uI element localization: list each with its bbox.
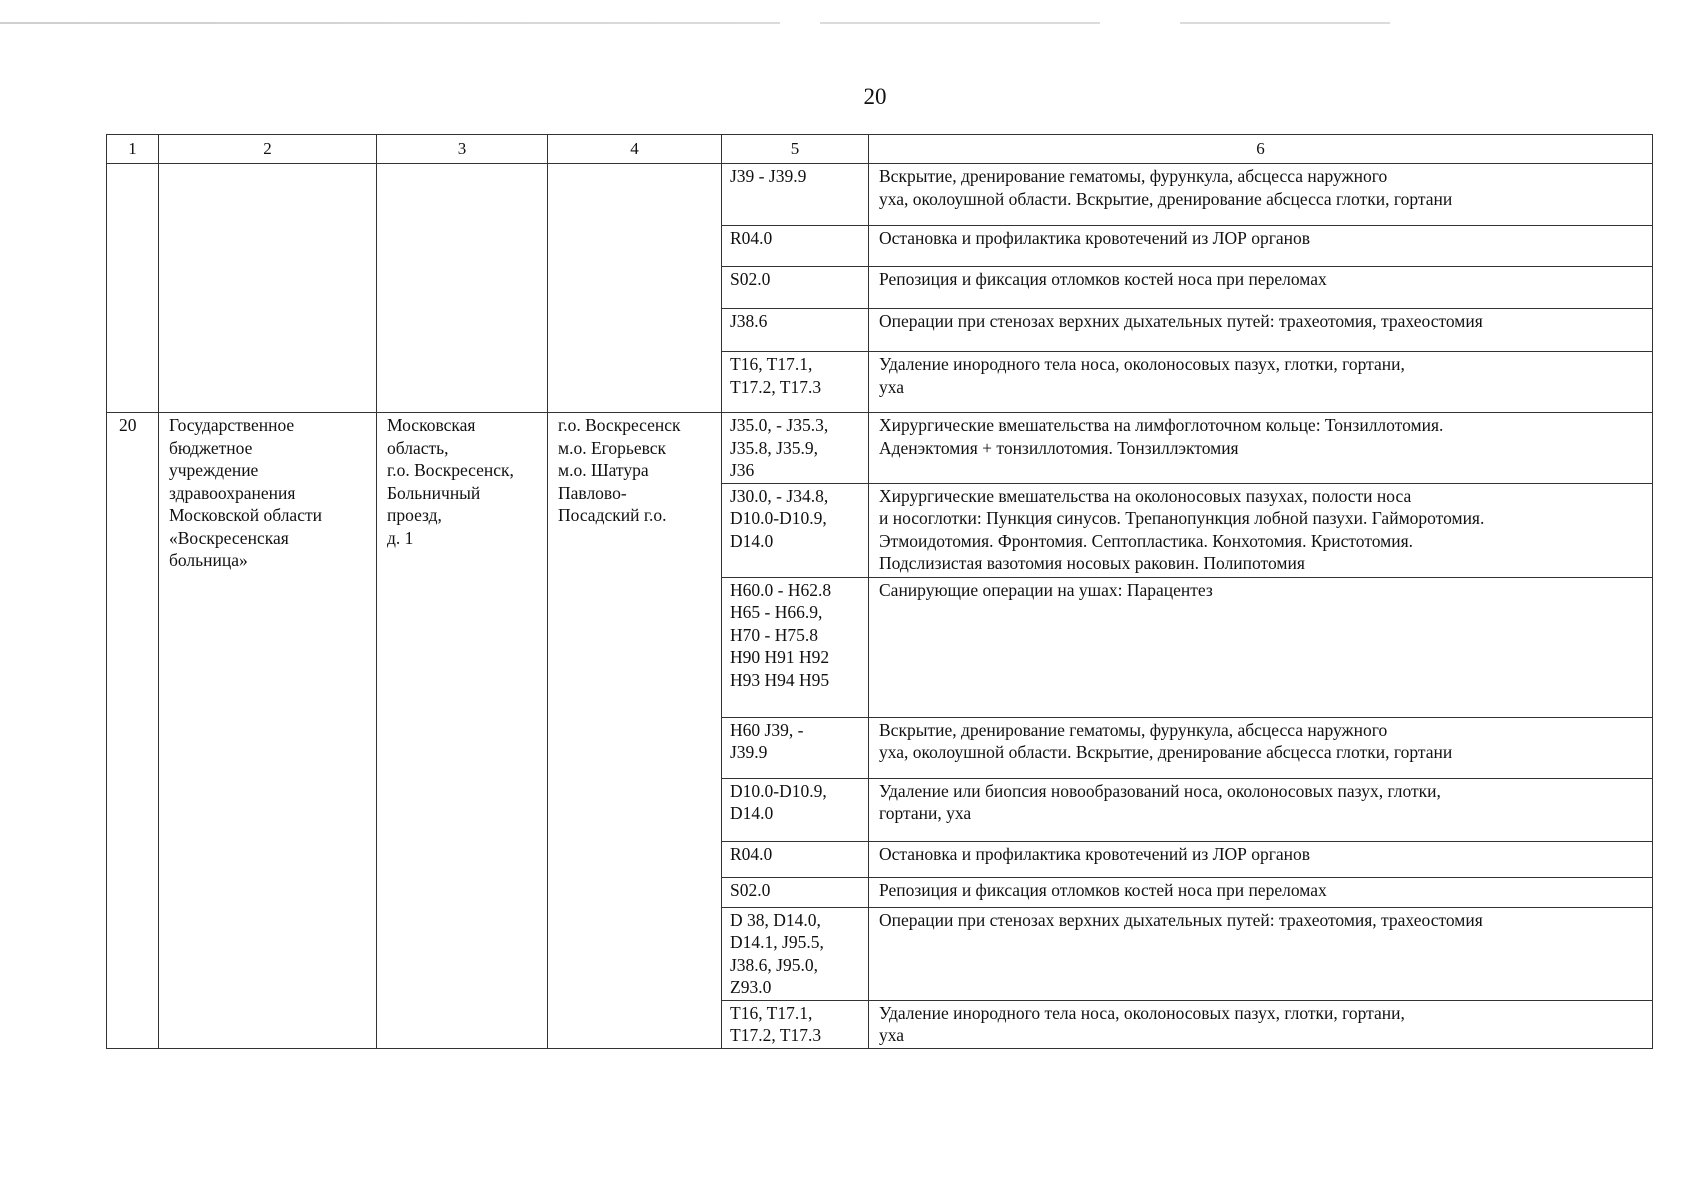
diagnosis-code-cell: J39 - J39.9 — [722, 164, 869, 226]
diagnosis-code-cell: D10.0-D10.9, D14.0 — [722, 778, 869, 841]
empty-organization-cell — [159, 164, 377, 413]
diagnosis-code-cell: S02.0 — [722, 877, 869, 907]
diagnosis-code-cell: H60 J39, - J39.9 — [722, 717, 869, 778]
diagnosis-code-cell: J38.6 — [722, 309, 869, 352]
procedure-description-cell: Репозиция и фиксация отломков костей носа при переломах — [869, 877, 1653, 907]
diagnosis-code-cell: T16, T17.1, T17.2, T17.3 — [722, 1000, 869, 1048]
empty-number-cell — [107, 164, 159, 413]
procedure-description-cell: Вскрытие, дренирование гематомы, фурункула, абсцесса наружного уха, околоушной области. Вскрытие, дренирование абсцесса глотки, гортани — [869, 717, 1653, 778]
diagnosis-code-cell: S02.0 — [722, 267, 869, 309]
header-cell-6: 6 — [869, 135, 1653, 164]
procedure-description-cell: Удаление или биопсия новообразований носа, околоносовых пазух, глотки, гортани, уха — [869, 778, 1653, 841]
procedure-description-cell: Операции при стенозах верхних дыхательных путей: трахеотомия, трахеостомия — [869, 309, 1653, 352]
header-cell-5: 5 — [722, 135, 869, 164]
procedure-description-cell: Остановка и профилактика кровотечений из ЛОР органов — [869, 226, 1653, 267]
page-number: 20 — [863, 84, 887, 109]
empty-address-cell — [377, 164, 548, 413]
procedure-description-cell: Санирующие операции на ушах: Парацентез — [869, 577, 1653, 717]
procedure-description-cell: Операции при стенозах верхних дыхательных путей: трахеотомия, трахеостомия — [869, 907, 1653, 1000]
diagnosis-code-cell: J30.0, - J34.8, D10.0-D10.9, D14.0 — [722, 483, 869, 577]
procedure-description-cell: Хирургические вмешательства на лимфоглоточном кольце: Тонзиллотомия. Аденэктомия + тонзиллотомия. Тонзиллэктомия — [869, 413, 1653, 484]
header-row — [107, 135, 1653, 164]
header-cell-3: 3 — [377, 135, 548, 164]
diagnosis-code-cell: J35.0, - J35.3, J35.8, J35.9, J36 — [722, 413, 869, 484]
services-table — [106, 134, 1653, 1049]
procedure-description-cell: Репозиция и фиксация отломков костей носа при переломах — [869, 267, 1653, 309]
diagnosis-code-cell: D 38, D14.0, D14.1, J95.5, J38.6, J95.0, Z93.0 — [722, 907, 869, 1000]
procedure-description-cell: Остановка и профилактика кровотечений из ЛОР органов — [869, 841, 1653, 877]
header-cell-1: 1 — [107, 135, 159, 164]
diagnosis-code-cell: R04.0 — [722, 226, 869, 267]
scan-edge-line — [0, 22, 1698, 24]
organization-cell: Государственное бюджетное учреждение здравоохранения Московской области «Воскресенская больница» — [159, 413, 377, 1049]
address-cell: Московская область, г.о. Воскресенск, Больничный проезд, д. 1 — [377, 413, 548, 1049]
procedure-description-cell: Вскрытие, дренирование гематомы, фурункула, абсцесса наружного уха, околоушной области. Вскрытие, дренирование абсцесса глотки, гортани — [869, 164, 1653, 226]
empty-areas-cell — [548, 164, 722, 413]
diagnosis-code-cell: T16, T17.1, T17.2, T17.3 — [722, 352, 869, 413]
table-row — [107, 164, 1653, 226]
table-row — [107, 413, 1653, 484]
header-cell-2: 2 — [159, 135, 377, 164]
diagnosis-code-cell: R04.0 — [722, 841, 869, 877]
entry-number-cell: 20 — [107, 413, 159, 1049]
header-cell-4: 4 — [548, 135, 722, 164]
procedure-description-cell: Удаление инородного тела носа, околоносовых пазух, глотки, гортани, уха — [869, 1000, 1653, 1048]
procedure-description-cell: Хирургические вмешательства на околоносовых пазухах, полости носа и носоглотки: Пункция синусов. Трепанопункция лобной пазухи. Гайморотомия. Этмоидотомия. Фронтомия. Септопластика. Конхотомия. Кристотомия. Подслизистая вазотомия носовых раковин. Полипотомия — [869, 483, 1653, 577]
diagnosis-code-cell: H60.0 - H62.8 H65 - H66.9, H70 - H75.8 H90 H91 H92 H93 H94 H95 — [722, 577, 869, 717]
areas-cell: г.о. Воскресенск м.о. Егорьевск м.о. Шатура Павлово- Посадский г.о. — [548, 413, 722, 1049]
procedure-description-cell: Удаление инородного тела носа, околоносовых пазух, глотки, гортани, уха — [869, 352, 1653, 413]
